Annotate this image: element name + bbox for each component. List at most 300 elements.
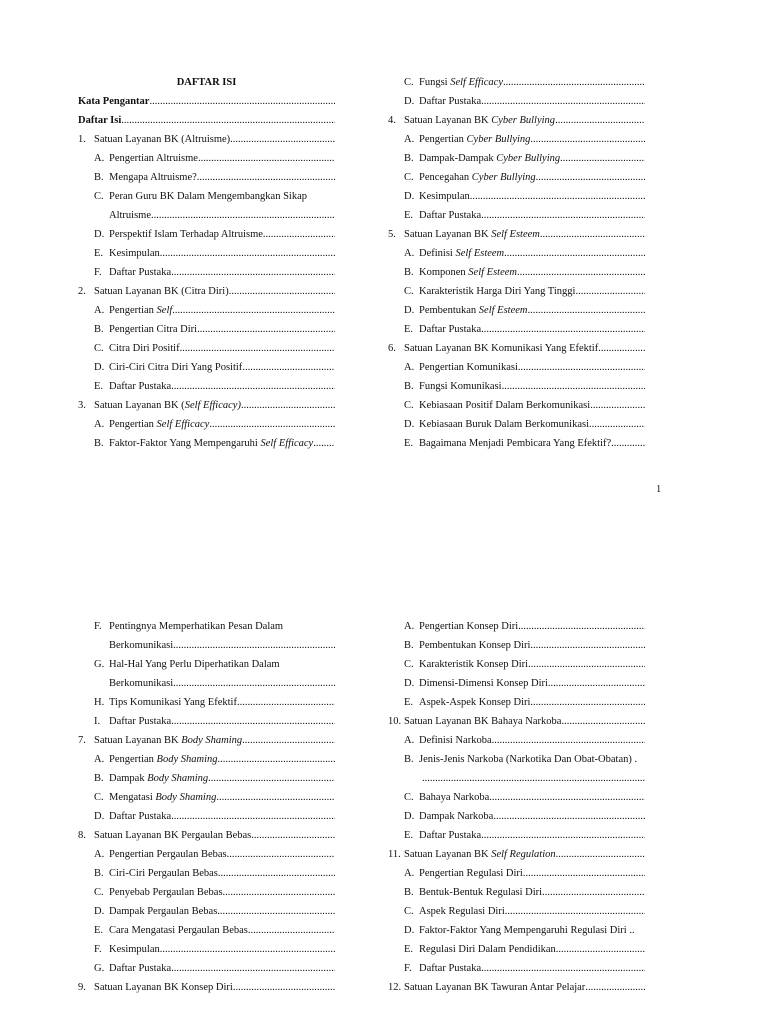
toc-entry-title: Penyebab Pergaulan Bebas	[109, 887, 223, 898]
toc-entry-leader	[542, 883, 645, 902]
toc-entry	[388, 807, 645, 826]
toc-entry-title: Komponen Self Esteem	[419, 267, 517, 278]
toc-entry	[78, 636, 335, 655]
toc-entry-title: Pengertian Pergaulan Bebas	[109, 849, 227, 860]
toc-entry-title: Bahaya Narkoba	[419, 792, 490, 803]
toc-entry-number: D.	[404, 305, 415, 316]
toc-entry-title: Satuan Layanan BK Body Shaming	[94, 735, 243, 746]
toc-entry-title: Mengatasi Body Shaming	[109, 792, 217, 803]
toc-entry-number: A.	[404, 362, 415, 373]
toc-entry-number: 3.	[78, 400, 86, 411]
toc-entry-title: Pengertian Altruisme	[109, 153, 198, 164]
toc-entry-title: Karakteristik Konsep Diri	[419, 659, 529, 670]
toc-entry-number: B.	[404, 381, 414, 392]
toc-entry-number: E.	[404, 438, 414, 449]
toc-entry	[388, 845, 645, 864]
toc-entry-title: Fungsi Self Efficacy	[419, 77, 503, 88]
toc-entry	[388, 731, 645, 750]
toc-entry-leader	[216, 788, 335, 807]
toc-entry-number: 12.	[388, 982, 402, 993]
toc-entry	[388, 130, 645, 149]
toc-entry	[388, 339, 645, 358]
toc-list-page1-right	[388, 73, 645, 453]
toc-entry-leader	[251, 826, 335, 845]
toc-entry-leader	[530, 693, 645, 712]
toc-entry-number: E.	[404, 210, 414, 221]
toc-entry	[78, 769, 335, 788]
toc-entry-title: Pencegahan Cyber Bullying	[419, 172, 536, 183]
toc-entry	[78, 149, 335, 168]
toc-entry-number: B.	[404, 887, 414, 898]
toc-entry	[388, 111, 645, 130]
toc-entry-title: Cara Mengatasi Pergaulan Bebas	[109, 925, 248, 936]
toc-entry	[78, 339, 335, 358]
toc-entry-title: Satuan Layanan BK (Self Efficacy)	[94, 400, 241, 411]
toc-entry	[388, 921, 645, 940]
toc-column-page2-right	[388, 617, 645, 997]
toc-entry-leader	[598, 339, 645, 358]
toc-entry-title: Jenis-Jenis Narkoba (Narkotika Dan Obat-Obatan) .	[419, 754, 638, 765]
toc-entry-leader	[556, 845, 645, 864]
toc-entry-leader	[555, 111, 645, 130]
toc-entry-title: Dimensi-Dimensi Konsep Diri	[419, 678, 548, 689]
toc-entry-leader	[180, 339, 335, 358]
toc-entry-leader	[171, 807, 335, 826]
toc-entry-number: C.	[94, 887, 104, 898]
toc-entry-leader	[611, 434, 645, 453]
toc-entry	[388, 358, 645, 377]
toc-entry-title: Fungsi Komunikasi	[419, 381, 502, 392]
toc-entry-number: F.	[94, 944, 102, 955]
toc-entry-leader	[518, 358, 645, 377]
toc-entry	[388, 168, 645, 187]
toc-entry-title: Daftar Isi	[78, 115, 122, 126]
toc-entry	[78, 693, 335, 712]
toc-entry-number: A.	[94, 305, 105, 316]
toc-entry-number: A.	[404, 621, 415, 632]
toc-entry-leader	[481, 959, 645, 978]
toc-entry-leader	[481, 320, 645, 339]
toc-entry-number: C.	[404, 286, 414, 297]
toc-entry	[388, 978, 645, 997]
toc-entry-leader	[233, 978, 335, 997]
toc-entry-title: Satuan Layanan BK Self Esteem	[404, 229, 540, 240]
toc-entry-number: A.	[94, 419, 105, 430]
toc-entry-title: Daftar Pustaka	[109, 811, 172, 822]
toc-entry	[78, 788, 335, 807]
toc-entry-leader	[540, 225, 645, 244]
toc-entry-number: A.	[404, 134, 415, 145]
toc-entry	[78, 377, 335, 396]
toc-entry-number: E.	[404, 830, 414, 841]
toc-entry-title: Altruisme	[109, 210, 151, 221]
toc-entry-title: Satuan Layanan BK Cyber Bullying	[404, 115, 556, 126]
toc-entry-title: Satuan Layanan BK Komunikasi Yang Efektif	[404, 343, 599, 354]
toc-entry	[78, 111, 335, 130]
toc-entry-leader	[242, 731, 335, 750]
toc-entry-title: Satuan Layanan BK Self Regulation	[404, 849, 556, 860]
toc-entry-number: D.	[404, 191, 415, 202]
toc-entry-leader	[172, 301, 335, 320]
toc-entry	[78, 92, 335, 111]
toc-entry-number: E.	[94, 925, 104, 936]
toc-entry	[388, 415, 645, 434]
toc-entry	[78, 396, 335, 415]
toc-entry	[388, 750, 645, 769]
toc-entry	[388, 92, 645, 111]
toc-entry-leader	[489, 788, 645, 807]
toc-entry-leader	[504, 244, 645, 263]
toc-entry-number: F.	[94, 267, 102, 278]
toc-entry-title: Daftar Pustaka	[109, 716, 172, 727]
toc-entry	[388, 883, 645, 902]
toc-entry-leader	[548, 674, 645, 693]
toc-entry-leader	[502, 377, 645, 396]
toc-entry-title: Satuan Layanan BK (Citra Diri)	[94, 286, 229, 297]
toc-entry-leader	[160, 940, 335, 959]
toc-entry	[388, 187, 645, 206]
toc-entry	[78, 750, 335, 769]
toc-entry-number: G.	[94, 659, 105, 670]
toc-entry-leader	[481, 826, 645, 845]
toc-entry-number: C.	[94, 792, 104, 803]
toc-entry-title: Dampak Narkoba	[419, 811, 494, 822]
toc-entry-number: 2.	[78, 286, 86, 297]
toc-entry	[388, 282, 645, 301]
toc-entry	[388, 864, 645, 883]
toc-entry-number: D.	[94, 362, 105, 373]
toc-entry-leader	[173, 636, 335, 655]
toc-entry-title: Berkomunikasi	[109, 678, 174, 689]
toc-entry-leader	[171, 377, 335, 396]
toc-entry-title: Satuan Layanan BK Tawuran Antar Pelajar	[404, 982, 586, 993]
toc-entry-leader	[575, 282, 645, 301]
toc-entry-leader	[590, 396, 645, 415]
toc-entry-title: Aspek Regulasi Diri	[419, 906, 505, 917]
toc-entry-leader	[481, 206, 645, 225]
toc-entry	[388, 301, 645, 320]
toc-entry-number: 1.	[78, 134, 86, 145]
toc-entry-leader	[171, 959, 335, 978]
toc-entry-number: H.	[94, 697, 105, 708]
toc-entry-title: Berkomunikasi	[109, 640, 174, 651]
toc-entry-title: Pengertian Self Efficacy	[109, 419, 210, 430]
toc-entry-number: 10.	[388, 716, 402, 727]
toc-entry-title: Pengertian Self	[109, 305, 173, 316]
toc-list-page2-left	[78, 617, 335, 997]
toc-entry	[388, 320, 645, 339]
toc-entry-leader	[536, 168, 645, 187]
toc-entry-title: Daftar Pustaka	[419, 963, 482, 974]
toc-entry	[78, 940, 335, 959]
toc-entry-leader	[230, 130, 335, 149]
toc-entry-leader	[151, 206, 335, 225]
toc-entry-number: C.	[404, 172, 414, 183]
toc-entry-leader	[242, 358, 335, 377]
toc-entry-title: Pengertian Cyber Bullying	[419, 134, 531, 145]
toc-entry-title: Definisi Narkoba	[419, 735, 492, 746]
toc-entry-title: Daftar Pustaka	[419, 210, 482, 221]
toc-entry	[78, 282, 335, 301]
toc-entry-title: Daftar Pustaka	[419, 830, 482, 841]
toc-entry-title: Satuan Layanan BK Bahaya Narkoba	[404, 716, 562, 727]
toc-entry	[388, 73, 645, 92]
toc-entry-title: Tips Komunikasi Yang Efektif	[109, 697, 237, 708]
toc-entry-leader	[518, 617, 645, 636]
toc-entry-number: B.	[94, 868, 104, 879]
toc-entry-title: Daftar Pustaka	[109, 267, 172, 278]
toc-entry	[388, 769, 645, 788]
toc-entry-leader	[229, 282, 335, 301]
toc-entry-title: Kebiasaan Positif Dalam Berkomunikasi	[419, 400, 591, 411]
toc-entry-number: E.	[94, 248, 104, 259]
toc-entry-number: F.	[94, 621, 102, 632]
toc-entry-title: Dampak Pergaulan Bebas	[109, 906, 218, 917]
toc-entry-number: A.	[404, 868, 415, 879]
toc-entry-number: B.	[94, 773, 104, 784]
toc-entry-leader	[217, 902, 335, 921]
toc-entry-leader	[527, 301, 645, 320]
toc-entry-number: E.	[404, 324, 414, 335]
toc-entry-leader	[530, 130, 645, 149]
toc-entry-title: Pengertian Body Shaming	[109, 754, 218, 765]
toc-entry	[388, 225, 645, 244]
toc-entry-title: Kesimpulan	[109, 248, 160, 259]
toc-entry-leader	[517, 263, 645, 282]
toc-entry	[78, 358, 335, 377]
toc-entry-leader	[198, 149, 335, 168]
toc-entry-number: D.	[404, 96, 415, 107]
toc-entry	[78, 883, 335, 902]
toc-entry-number: D.	[94, 229, 105, 240]
toc-entry-title: Faktor-Faktor Yang Mempengaruhi Regulasi Diri ..	[419, 925, 635, 936]
toc-entry	[388, 674, 645, 693]
toc-entry-title: Pembentukan Self Esteem	[419, 305, 528, 316]
toc-entry-number: D.	[94, 811, 105, 822]
toc-entry-leader	[560, 149, 645, 168]
toc-entry-title: Dampak Body Shaming	[109, 773, 209, 784]
toc-entry	[78, 168, 335, 187]
toc-entry-leader	[149, 92, 335, 111]
toc-entry-leader	[197, 168, 335, 187]
toc-entry-title: Pengertian Citra Diri	[109, 324, 198, 335]
toc-entry-number: E.	[94, 381, 104, 392]
toc-entry	[388, 959, 645, 978]
toc-entry	[78, 921, 335, 940]
toc-entry	[78, 731, 335, 750]
toc-entry	[78, 978, 335, 997]
toc-entry-title: Ciri-Ciri Pergaulan Bebas	[109, 868, 218, 879]
toc-entry-title: Pengertian Konsep Diri	[419, 621, 519, 632]
toc-entry-number: C.	[404, 659, 414, 670]
toc-entry	[388, 902, 645, 921]
toc-entry-number: A.	[404, 248, 415, 259]
toc-list-page2-right	[388, 617, 645, 997]
toc-entry-number: G.	[94, 963, 105, 974]
toc-entry-title: Faktor-Faktor Yang Mempengaruhi Self Efficacy	[109, 438, 314, 449]
toc-column-page2-left	[78, 617, 335, 997]
toc-entry-title: Mengapa Altruisme?	[109, 172, 197, 183]
toc-entry-leader	[313, 434, 335, 453]
toc-entry-number: E.	[404, 944, 414, 955]
toc-entry	[388, 377, 645, 396]
toc-entry-title: Regulasi Diri Dalam Pendidikan	[419, 944, 556, 955]
toc-entry-leader	[561, 712, 645, 731]
toc-entry-leader	[160, 244, 335, 263]
toc-entry-title: Bentuk-Bentuk Regulasi Diri	[419, 887, 543, 898]
toc-entry-leader	[248, 921, 335, 940]
toc-entry-number: E.	[404, 697, 414, 708]
toc-entry	[388, 826, 645, 845]
toc-entry-number: C.	[94, 343, 104, 354]
toc-entry	[388, 693, 645, 712]
toc-entry-leader	[589, 415, 645, 434]
toc-entry	[388, 636, 645, 655]
toc-entry	[78, 206, 335, 225]
toc-entry	[78, 434, 335, 453]
toc-entry-leader	[209, 415, 335, 434]
toc-entry-leader	[237, 693, 335, 712]
toc-entry-leader	[218, 864, 335, 883]
toc-entry-number: B.	[404, 153, 414, 164]
toc-entry-title: Bagaimana Menjadi Pembicara Yang Efektif?	[419, 438, 612, 449]
toc-entry	[388, 617, 645, 636]
toc-entry-number: D.	[404, 811, 415, 822]
toc-entry-leader	[481, 92, 645, 111]
toc-entry	[78, 864, 335, 883]
toc-entry-number: 4.	[388, 115, 396, 126]
toc-entry-title: Kesimpulan	[419, 191, 470, 202]
toc-entry	[78, 655, 335, 674]
toc-entry-title: Ciri-Ciri Citra Diri Yang Positif	[109, 362, 243, 373]
toc-entry-leader	[470, 187, 645, 206]
toc-entry-number: B.	[404, 754, 414, 765]
toc-entry-title: Daftar Pustaka	[419, 324, 482, 335]
toc-entry	[388, 244, 645, 263]
toc-entry-number: B.	[94, 438, 104, 449]
toc-entry	[78, 807, 335, 826]
toc-entry-leader	[556, 940, 645, 959]
toc-entry-number: 6.	[388, 343, 396, 354]
toc-entry-number: A.	[404, 735, 415, 746]
toc-entry-title: Satuan Layanan BK Konsep Diri	[94, 982, 233, 993]
toc-entry	[78, 130, 335, 149]
toc-entry-leader	[171, 712, 335, 731]
toc-entry-number: 11.	[388, 849, 401, 860]
toc-list-page1-left	[78, 92, 335, 453]
toc-entry-number: B.	[404, 640, 414, 651]
toc-entry-title: Daftar Pustaka	[419, 96, 482, 107]
toc-entry-title: Daftar Pustaka	[109, 963, 172, 974]
toc-entry-number: C.	[94, 191, 104, 202]
toc-entry-leader	[503, 73, 645, 92]
toc-entry-title: Kesimpulan	[109, 944, 160, 955]
toc-entry-number: C.	[404, 906, 414, 917]
toc-entry-leader	[523, 864, 645, 883]
toc-entry	[78, 845, 335, 864]
toc-entry-title: Aspek-Aspek Konsep Diri	[419, 697, 531, 708]
toc-entry	[388, 712, 645, 731]
toc-entry	[78, 415, 335, 434]
toc-entry-number: C.	[404, 400, 414, 411]
toc-entry-title: Perspektif Islam Terhadap Altruisme	[109, 229, 263, 240]
toc-entry-title: Pengertian Komunikasi	[419, 362, 518, 373]
toc-entry	[388, 206, 645, 225]
toc-entry-leader	[217, 750, 335, 769]
toc-entry-leader	[173, 674, 335, 693]
toc-entry-leader	[528, 655, 645, 674]
toc-entry-leader	[492, 731, 645, 750]
toc-entry-leader	[263, 225, 335, 244]
toc-entry-leader	[585, 978, 645, 997]
toc-entry-title: Pentingnya Memperhatikan Pesan Dalam	[109, 621, 284, 632]
toc-entry-number: B.	[94, 324, 104, 335]
toc-entry	[78, 301, 335, 320]
page-number: 1	[656, 484, 662, 495]
toc-entry-number: A.	[94, 754, 105, 765]
toc-entry-title: Kata Pengantar	[78, 96, 150, 107]
toc-entry	[388, 940, 645, 959]
toc-entry	[388, 149, 645, 168]
toc-heading	[78, 73, 335, 92]
toc-entry-number: C.	[404, 77, 414, 88]
toc-column-page1-left	[78, 73, 335, 453]
toc-entry-number: D.	[404, 419, 415, 430]
toc-entry-title: Pembentukan Konsep Diri	[419, 640, 531, 651]
toc-entry	[388, 434, 645, 453]
toc-entry-leader	[493, 807, 645, 826]
toc-entry-number: F.	[404, 963, 412, 974]
toc-entry	[78, 617, 335, 636]
toc-entry	[78, 225, 335, 244]
toc-entry	[388, 655, 645, 674]
toc-entry-number: B.	[94, 172, 104, 183]
toc-entry-leader	[241, 396, 335, 415]
toc-entry	[78, 263, 335, 282]
toc-entry	[78, 674, 335, 693]
toc-entry	[78, 320, 335, 339]
toc-heading-text: DAFTAR ISI	[176, 77, 237, 88]
toc-entry-title: Satuan Layanan BK (Altruisme)	[94, 134, 231, 145]
toc-entry	[388, 263, 645, 282]
toc-entry-number: 9.	[78, 982, 86, 993]
toc-entry	[78, 187, 335, 206]
toc-entry-number: 8.	[78, 830, 86, 841]
toc-entry-leader	[171, 263, 335, 282]
toc-entry-number: A.	[94, 153, 105, 164]
toc-entry-title: Dampak-Dampak Cyber Bullying	[419, 153, 561, 164]
toc-entry-leader	[227, 845, 335, 864]
toc-entry-title: Citra Diri Positif	[109, 343, 180, 354]
toc-entry-leader	[505, 902, 645, 921]
toc-entry-number: D.	[404, 678, 415, 689]
toc-entry	[388, 788, 645, 807]
toc-entry-title: Hal-Hal Yang Perlu Diperhatikan Dalam	[109, 659, 280, 670]
toc-entry-leader	[223, 883, 335, 902]
toc-entry-leader	[121, 111, 335, 130]
toc-entry-title: Daftar Pustaka	[109, 381, 172, 392]
toc-entry-title: Peran Guru BK Dalam Mengembangkan Sikap	[109, 191, 307, 202]
toc-entry	[388, 396, 645, 415]
toc-entry-number: 5.	[388, 229, 396, 240]
toc-entry-number: I.	[94, 716, 101, 727]
toc-entry	[78, 712, 335, 731]
toc-entry	[78, 959, 335, 978]
toc-entry-leader	[208, 769, 335, 788]
toc-entry	[78, 826, 335, 845]
toc-entry-number: C.	[404, 792, 414, 803]
toc-entry-number: B.	[404, 267, 414, 278]
